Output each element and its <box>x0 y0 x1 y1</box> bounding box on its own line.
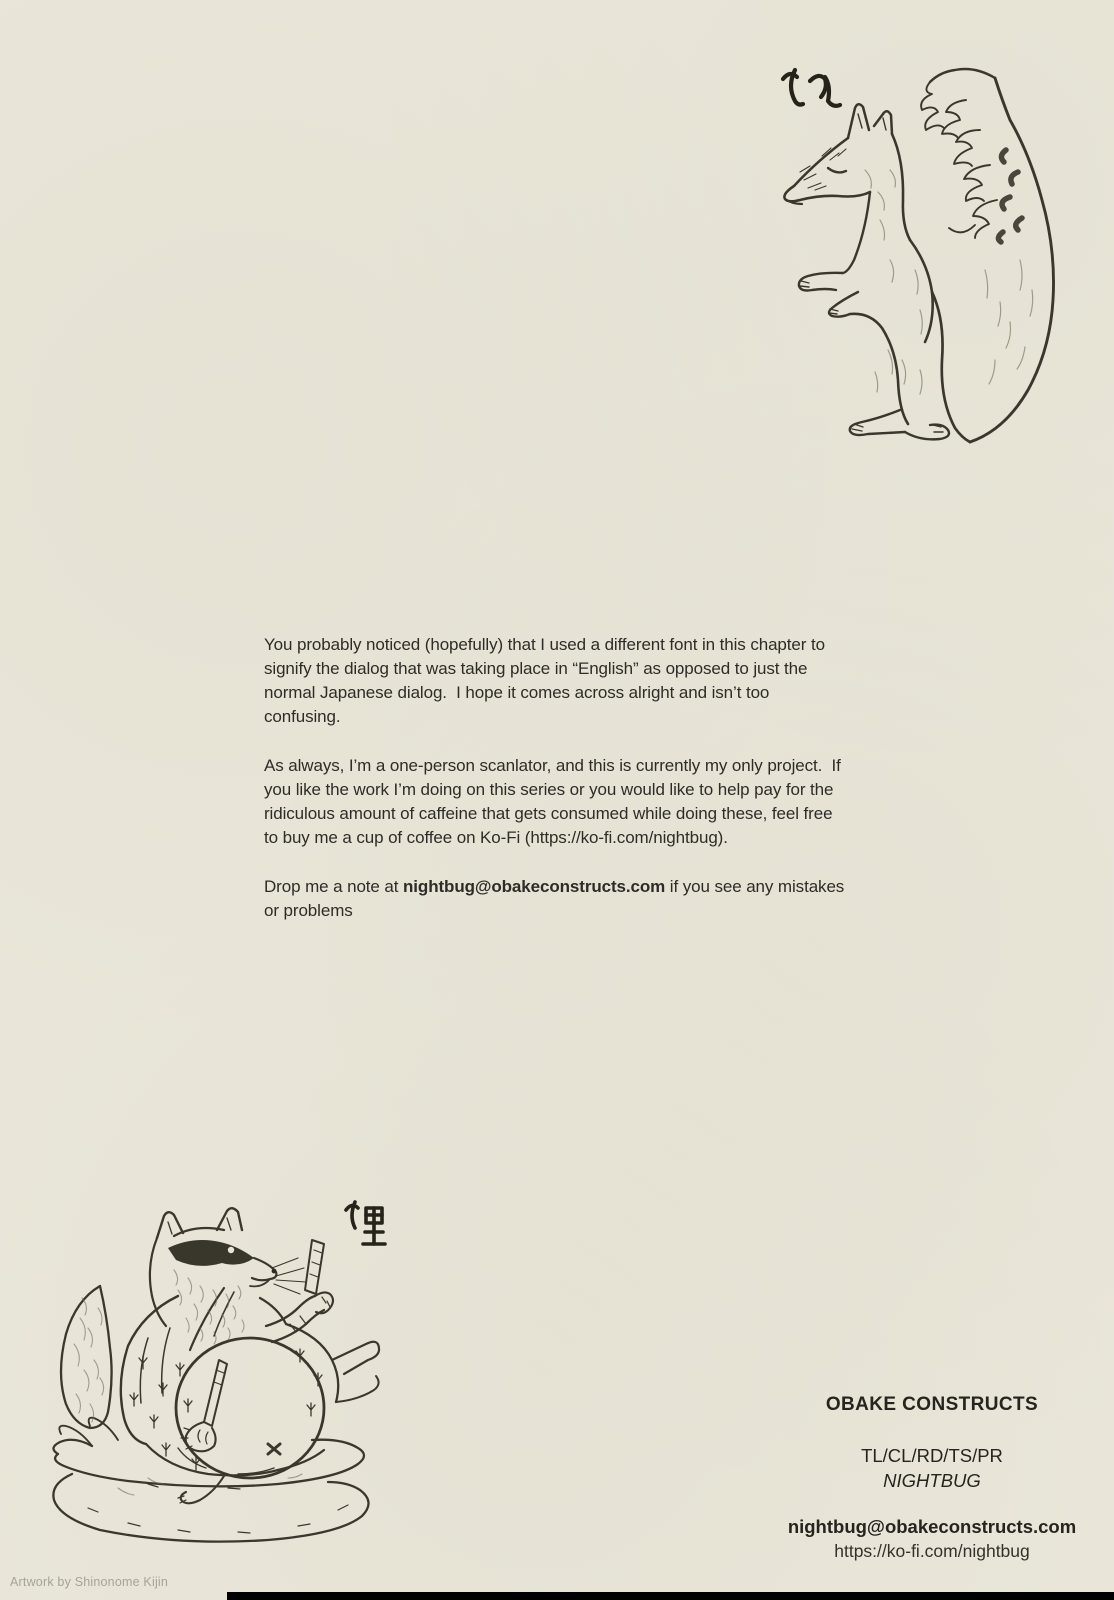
bottom-black-bar <box>227 1592 1114 1600</box>
credits-roles: TL/CL/RD/TS/PR <box>861 1445 1003 1466</box>
notes-paragraph-2: As always, I’m a one-person scanlator, and this is currently my only project. If you like the work I’m doing on this series or you would like to help pay for the ridiculous amount of caffeine that gets consumed while doing these, feel free to buy me a cup of coffee on Ko-Fi (https://ko-fi.com/nightbug). <box>264 756 846 847</box>
credits-member-name: NIGHTBUG <box>883 1470 981 1491</box>
fox-body-lines <box>784 69 1053 442</box>
tanuki-illustration <box>28 1178 388 1558</box>
tanuki-body-lines <box>53 1208 379 1541</box>
fox-fur-texture <box>865 170 1033 394</box>
notes-paragraph-3-post: if you see any mistakes or problems <box>264 877 849 920</box>
notes-paragraph-3-pre: Drop me a note at <box>264 877 403 896</box>
credits-group-name: OBAKE CONSTRUCTS <box>825 1394 1039 1415</box>
credits-kofi-url: https://ko-fi.com/nightbug <box>834 1541 1030 1561</box>
fox-kanji-mark <box>783 70 840 106</box>
translator-notes <box>264 633 849 948</box>
credits-block <box>752 1394 1112 1564</box>
tanuki-kanji-mark <box>346 1202 385 1244</box>
fox-illustration <box>770 60 1070 460</box>
artwork-credit: Artwork by Shinonome Kijin <box>10 1575 169 1589</box>
notes-paragraph-3 <box>264 875 849 923</box>
credits-email: nightbug@obakeconstructs.com <box>787 1516 1077 1537</box>
notes-paragraph-1: You probably noticed (hopefully) that I used a different font in this chapter to signify the dialog that was taking place in “English” as opposed to just the normal Japanese dialog. I hope it comes across alright and isn’t too confusing. <box>264 635 830 726</box>
contact-email-inline: nightbug@obakeconstructs.com <box>403 877 666 896</box>
